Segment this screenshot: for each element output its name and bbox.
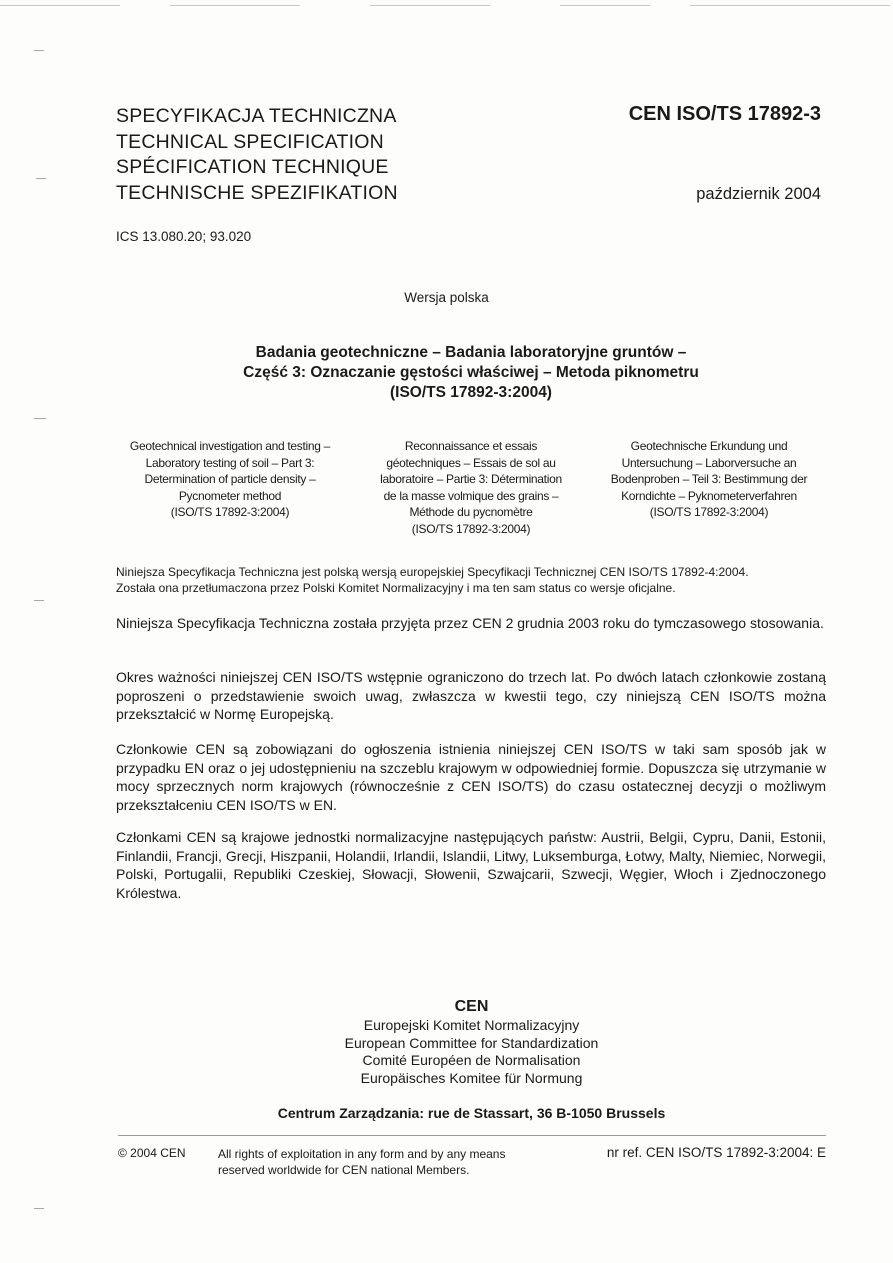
cen-name-de: Europäisches Komitee für Normung: [360, 1069, 583, 1086]
title-line: Geotechnische Erkundung und: [630, 439, 788, 453]
document-type-en: TECHNICAL SPECIFICATION: [116, 130, 384, 153]
scan-artifact: [36, 178, 46, 179]
main-title: [116, 343, 826, 403]
scan-artifact: [0, 5, 120, 6]
scan-artifact: [370, 5, 490, 6]
scan-artifact: [34, 50, 44, 51]
title-line: (ISO/TS 17892-3:2004): [411, 521, 531, 536]
title-line: (ISO/TS 17892-3:2004): [649, 505, 769, 519]
paragraph-obligations: Członkowie CEN są zobowiązani do ogłoszenia istnienia niniejszej CEN ISO/TS w taki sam sposób jak w przypadku EN oraz o jej udostępnieniu na szczeblu krajowym w odpowiedniej formie. Dopuszcza się utrzymanie w mocy sprzecznych norm krajowych (równocześnie z CEN ISO/TS) do czasu ostatecznej decyzji o możliwym przekształceniu CEN ISO/TS w EN.: [116, 741, 826, 813]
paragraph-validity: Okres ważności niniejszej CEN ISO/TS wstępnie ograniczono do trzech lat. Po dwóch latach członkowie zostaną poproszeni o przedstawienie swoich uwag, zwłaszcza w kwestii tego, czy niniejszą CEN ISO/TS można przekształcić w Normę Europejską.: [116, 669, 826, 722]
title-line: Untersuchung – Laborversuche an: [621, 455, 797, 470]
publication-date: październik 2004: [696, 185, 821, 203]
document-type-de: TECHNISCHE SPEZIFIKATION: [116, 181, 398, 204]
cen-block: [0, 997, 893, 1087]
title-line: géotechniques – Essais de sol au: [386, 455, 556, 470]
title-line: de la masse volmique des grains –: [383, 488, 559, 503]
rights-line: All rights of exploitation in any form and by any means: [218, 1147, 506, 1161]
document-type-pl: SPECYFIKACJA TECHNICZNA: [116, 105, 397, 127]
title-line: Pycnometer method: [178, 488, 282, 503]
title-english: [112, 438, 348, 521]
scan-artifact: [34, 1208, 44, 1209]
paragraph-members: Członkami CEN są krajowe jednostki normalizacyjne następujących państw: Austrii, Belgii, Cypru, Danii, Estonii, Finlandii, Francji, Grecji, Hiszpanii, Holandii, Irlandii, Islandii, Litwy, Luksemburga, Łotwy, Malty, Niemiec, Norwegii, Polski, Portugalii, Republiki Czeskiej, Słowacji, Słowenii, Szwajcarii, Szwecji, Węgier, Włoch i Zjednoczonego Królestwa.: [116, 829, 826, 901]
document-type-fr: SPÉCIFICATION TECHNIQUE: [116, 156, 389, 178]
ics-code: ICS 13.080.20; 93.020: [116, 229, 252, 244]
scan-artifact: [560, 5, 650, 6]
copyright: © 2004 CEN: [118, 1146, 186, 1160]
title-line: laboratoire – Partie 3: Détermination: [380, 472, 562, 486]
version-label: Wersja polska: [404, 290, 489, 305]
title-line: Korndichte – Pyknometerverfahren: [621, 488, 797, 503]
rights-statement: [218, 1146, 548, 1178]
note-line: Niniejsza Specyfikacja Techniczna jest polską wersją europejskiej Specyfikacji Technicznej CEN ISO/TS 17892-4:2004.: [116, 565, 749, 579]
scan-artifact: [34, 418, 46, 419]
cen-name-en: European Committee for Standardization: [344, 1034, 599, 1051]
main-title-line: (ISO/TS 17892-3:2004): [390, 384, 552, 401]
title-line: (ISO/TS 17892-3:2004): [170, 505, 290, 519]
title-line: Laboratory testing of soil – Part 3:: [145, 455, 315, 470]
footer-divider: [118, 1135, 826, 1136]
cen-name-fr: Comité Européen de Normalisation: [362, 1052, 581, 1068]
scan-artifact: [34, 600, 44, 601]
standard-number: CEN ISO/TS 17892-3: [628, 103, 821, 125]
title-line: Geotechnical investigation and testing –: [129, 439, 331, 453]
title-line: Méthode du pycnomètre: [409, 505, 533, 519]
title-german: [592, 438, 826, 521]
main-title-line: Część 3: Oznaczanie gęstości właściwej – Metoda piknometru: [243, 364, 699, 381]
title-french: [354, 438, 588, 537]
title-line: Determination of particle density –: [144, 472, 316, 486]
title-line: Reconnaissance et essais: [404, 439, 538, 453]
cen-name-pl: Europejski Komitet Normalizacyjny: [363, 1017, 580, 1033]
title-line: Bodenproben – Teil 3: Bestimmung der: [610, 472, 808, 486]
scan-artifact: [690, 5, 890, 6]
main-title-line: Badania geotechniczne – Badania laboratoryjne gruntów –: [255, 344, 687, 361]
note-line: Została ona przetłumaczona przez Polski Komitet Normalizacyjny i ma ten sam status co wersje oficjalne.: [116, 581, 676, 595]
reference-number: nr ref. CEN ISO/TS 17892-3:2004: E: [606, 1145, 826, 1160]
rights-line: reserved worldwide for CEN national Members.: [218, 1163, 470, 1177]
paragraph-adoption: Niniejsza Specyfikacja Techniczna została przyjęta przez CEN 2 grudnia 2003 roku do tymczasowego stosowania.: [116, 615, 824, 631]
translation-note: [116, 564, 828, 596]
document-type-titles: [116, 104, 398, 206]
cen-address: Centrum Zarządzania: rue de Stassart, 36 B-1050 Brussels: [277, 1105, 666, 1121]
cen-name: CEN: [454, 998, 489, 1015]
scan-artifact: [170, 5, 300, 6]
